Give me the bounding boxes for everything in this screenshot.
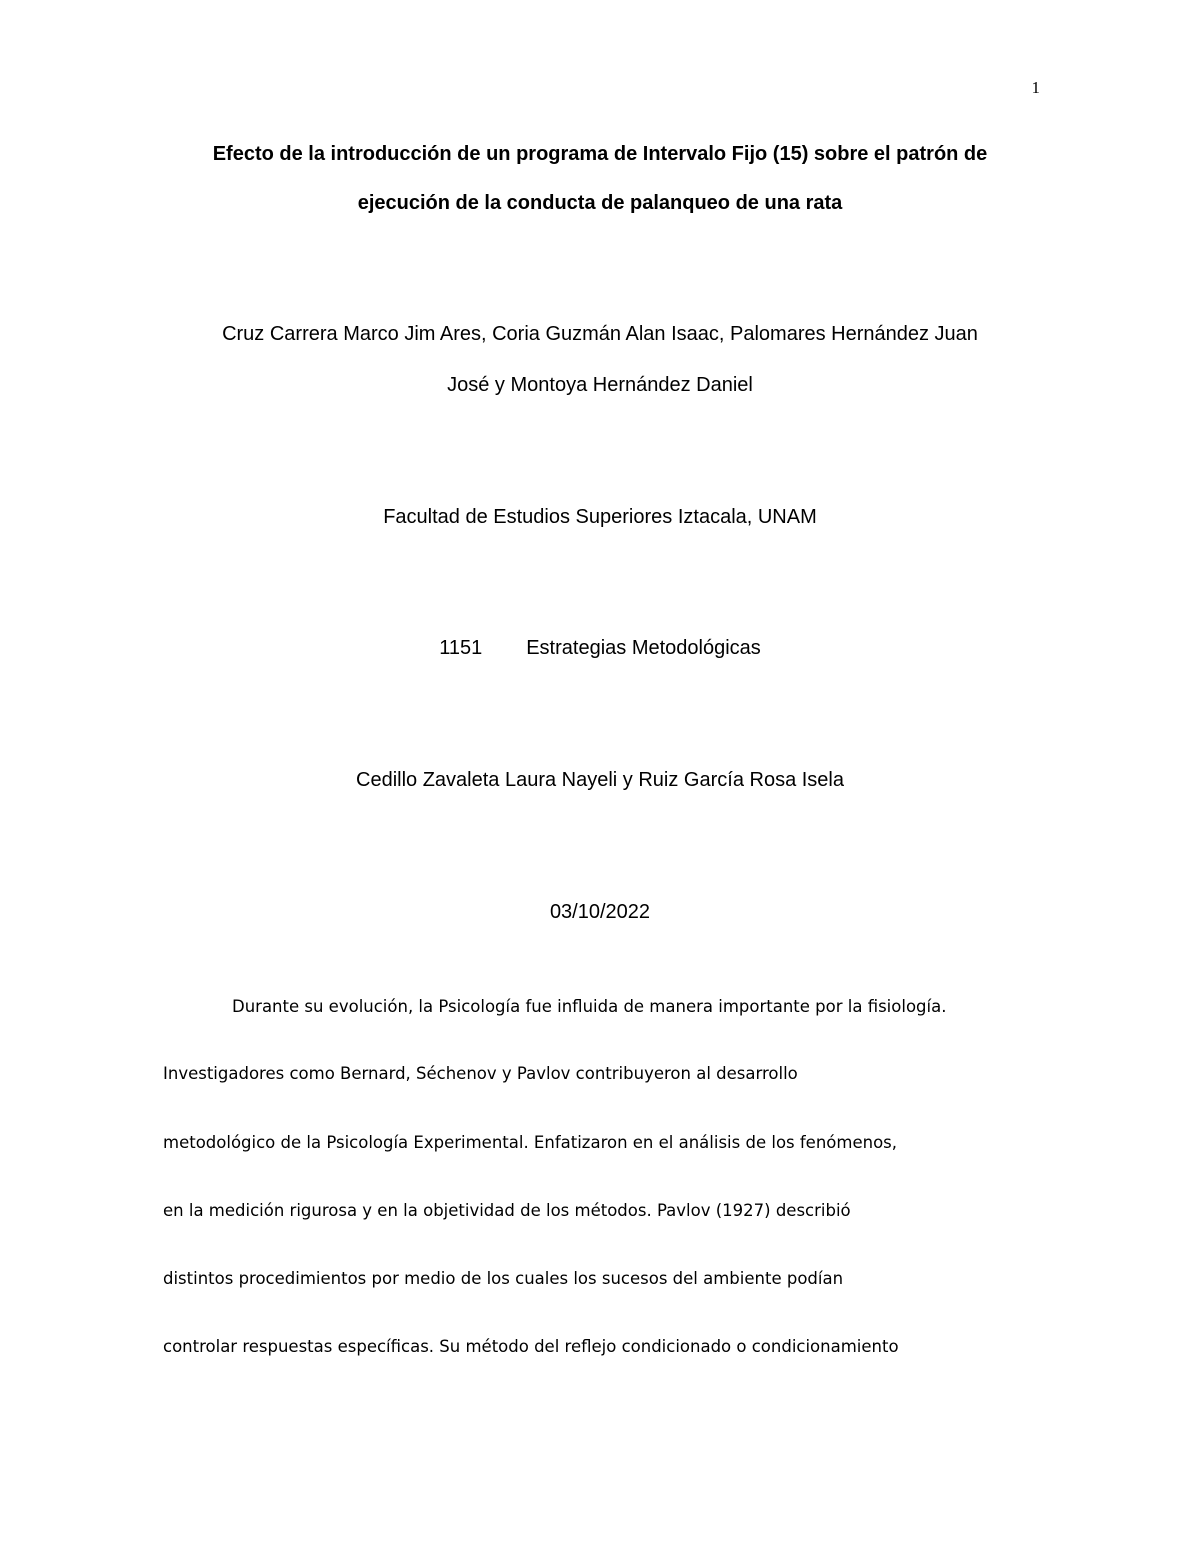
institution: Facultad de Estudios Superiores Iztacala, UNAM (383, 506, 817, 528)
title-line-1: Efecto de la introducción de un programa de Intervalo Fijo (15) sobre el patrón de (212, 143, 988, 165)
page-number: 1 (1031, 78, 1040, 97)
body-line: Investigadores como Bernard, Séchenov y Pavlov contribuyeron al desarrollo (163, 1064, 798, 1083)
instructors: Cedillo Zavaleta Laura Nayeli y Ruiz García Rosa Isela (356, 769, 844, 791)
body-line: Durante su evolución, la Psicología fue influida de manera importante por la fisiología. (232, 997, 947, 1016)
body-line: distintos procedimientos por medio de los cuales los sucesos del ambiente podían (163, 1269, 844, 1288)
authors-line-1: Cruz Carrera Marco Jim Ares, Coria Guzmán Alan Isaac, Palomares Hernández Juan (222, 323, 978, 345)
authors-line-2: José y Montoya Hernández Daniel (447, 374, 753, 396)
title-line-2: ejecución de la conducta de palanqueo de una rata (357, 192, 843, 214)
course-code: 1151 (439, 637, 483, 659)
body-line: metodológico de la Psicología Experimental. Enfatizaron en el análisis de los fenómenos, (163, 1133, 898, 1152)
course-name: Estrategias Metodológicas (526, 637, 761, 659)
body-line: controlar respuestas específicas. Su método del reflejo condicionado o condicionamiento (163, 1337, 899, 1356)
course-line (0, 637, 1200, 660)
body-line: en la medición rigurosa y en la objetividad de los métodos. Pavlov (1927) describió (163, 1201, 851, 1220)
date: 03/10/2022 (549, 901, 651, 923)
